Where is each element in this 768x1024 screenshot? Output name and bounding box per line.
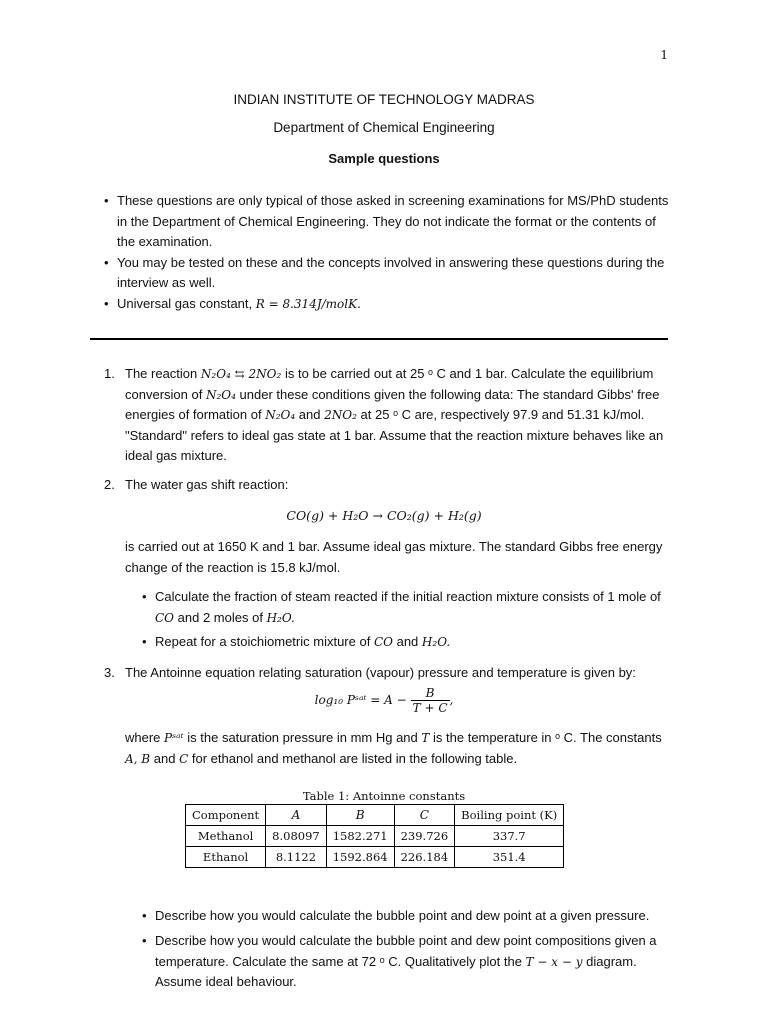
page-title: Sample questions xyxy=(328,151,440,166)
table-cell: 8.1122 xyxy=(266,847,327,868)
department-name: Department of Chemical Engineering xyxy=(273,120,495,135)
question-number: 1. xyxy=(104,366,115,381)
antoine-equation: log₁₀ Pˢᵃᵗ = A − $\frac{B}{T + C}$ , xyxy=(314,686,454,715)
intro-bullet-list xyxy=(104,191,670,314)
question-number: 3. xyxy=(104,665,115,680)
fraction: $\frac{B}{T + C}$ xyxy=(412,686,448,715)
question-2 xyxy=(104,475,670,496)
question-1 xyxy=(104,364,670,467)
intro-bullet: • Universal gas constant, R = 8.314J/molK. xyxy=(104,294,670,315)
table-row xyxy=(186,826,564,847)
question-text: The reaction N₂O₄ ⇆ 2NO₂ is to be carried out at 25 ᵒ C and 1 bar. Calculate the equilibrium conversion of N₂O₄ under these conditions given the following data: The standard Gibbs' free energies of formation of N₂O₄ and 2NO₂ at 25 ᵒ C are, respectively 97.9 and 51.31 kJ/mol. "Standard" refers to ideal gas state at 1 bar. Assume that the reaction mixture behaves like an ideal gas mixture. xyxy=(125,366,664,463)
question-3-body: where Pˢᵃᵗ is the saturation pressure in mm Hg and T is the temperature in ᵒ C. The constants A, B and C for ethanol and methanol are listed in the following table. xyxy=(125,730,662,766)
antoine-table xyxy=(185,804,564,868)
table-row xyxy=(186,847,564,868)
intro-bullet: • You may be tested on these and the concepts involved in answering these questions during the interview as well. xyxy=(104,253,670,294)
page-number: 1 xyxy=(660,48,668,62)
table-cell: Methanol xyxy=(186,826,266,847)
table-header-cell: Component xyxy=(186,805,266,826)
table-cell: 351.4 xyxy=(455,847,564,868)
table-cell: 8.08097 xyxy=(266,826,327,847)
institute-name: INDIAN INSTITUTE OF TECHNOLOGY MADRAS xyxy=(233,92,535,107)
table-cell: Ethanol xyxy=(186,847,266,868)
table-header-cell: C xyxy=(394,805,455,826)
gas-constant: R = 8.314J/molK. xyxy=(255,296,361,311)
shift-reaction-equation: CO(g) + H₂O → CO₂(g) + H₂(g) xyxy=(286,508,482,523)
table-header-cell: A xyxy=(266,805,327,826)
intro-bullet: • These questions are only typical of those asked in screening examinations for MS/PhD students in the Department of Chemical Engineering. They do not indicate the format or the contents of the examination. xyxy=(104,191,670,253)
table-cell: 226.184 xyxy=(394,847,455,868)
question-intro: The water gas shift reaction: xyxy=(125,477,289,492)
table-cell: 239.726 xyxy=(394,826,455,847)
sub-bullet: • Describe how you would calculate the bubble point and dew point compositions given a temperature. Calculate the same at 72 ᵒ C. Qualitatively plot the T − x − y diagram. Assume ideal behaviour. xyxy=(142,931,670,993)
sub-bullet: • Describe how you would calculate the bubble point and dew point at a given pressure. xyxy=(142,906,670,927)
section-divider xyxy=(90,338,668,340)
sub-bullet: • Repeat for a stoichiometric mixture of CO and H₂O. xyxy=(142,632,670,653)
question-intro: The Antoinne equation relating saturation (vapour) pressure and temperature is given by: xyxy=(125,665,636,680)
table-cell: 1582.271 xyxy=(326,826,394,847)
table-caption: Table 1: Antoinne constants xyxy=(302,789,466,803)
table-cell: 1592.864 xyxy=(326,847,394,868)
question-3 xyxy=(104,663,670,684)
table-header-row xyxy=(186,805,564,826)
table-header-cell: B xyxy=(326,805,394,826)
table-header-cell: Boiling point (K) xyxy=(455,805,564,826)
sub-bullet: • Calculate the fraction of steam reacted if the initial reaction mixture consists of 1 mole of CO and 2 moles of H₂O. xyxy=(142,587,670,628)
table-cell: 337.7 xyxy=(455,826,564,847)
question-number: 2. xyxy=(104,477,115,492)
question-2-body: is carried out at 1650 K and 1 bar. Assume ideal gas mixture. The standard Gibbs free energy change of the reaction is 15.8 kJ/mol. xyxy=(125,539,663,575)
